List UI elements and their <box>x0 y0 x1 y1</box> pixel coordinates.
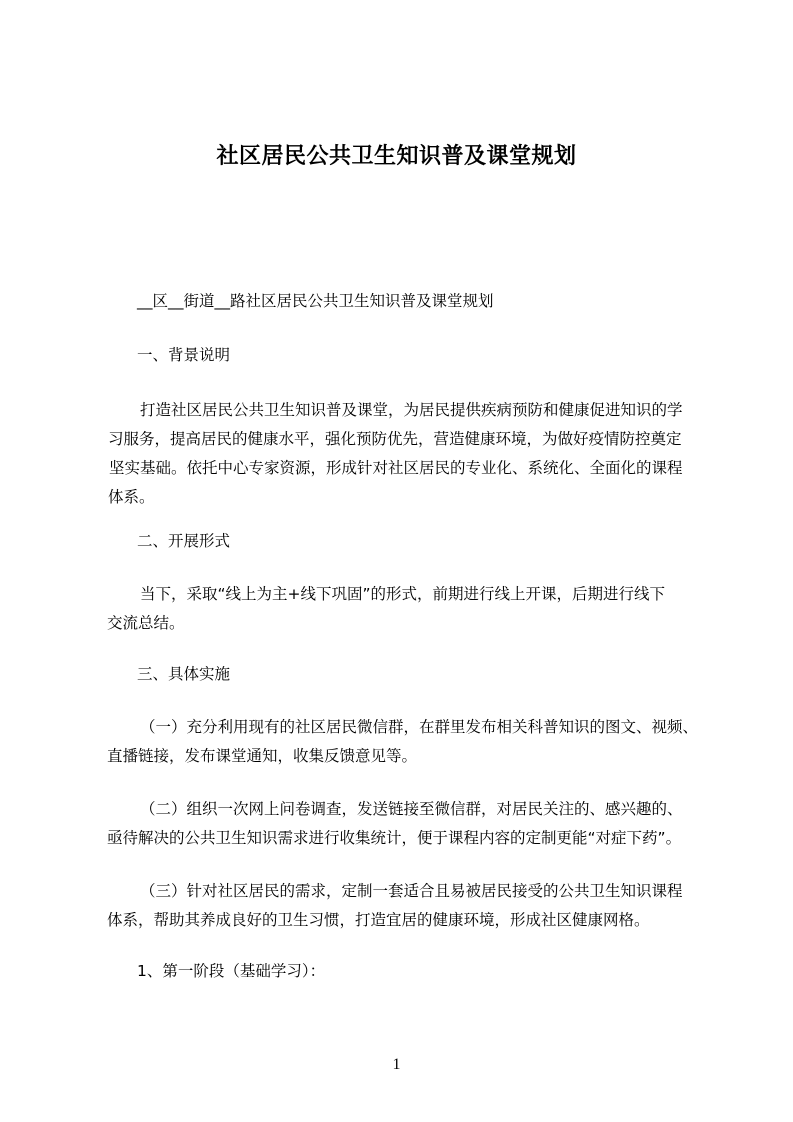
paragraph-item-1 <box>107 713 709 771</box>
paragraph-line: 亟待解决的公共卫生知识需求进行收集统计，便于课程内容的定制更能“对症下药”。 <box>107 829 682 847</box>
paragraph-line: 直播链接，发布课堂通知，收集反馈意见等。 <box>107 747 418 765</box>
paragraph-line: 当下，采取“线上为主+线下巩固”的形式，前期进行线上开课，后期进行线下 <box>140 585 666 603</box>
paragraph-item-2 <box>107 795 709 853</box>
page-number: 1 <box>392 1056 401 1073</box>
paragraph-format <box>107 580 709 638</box>
paragraph-item-3 <box>107 877 709 935</box>
stage-1-heading: 1、第一阶段（基础学习）： <box>137 962 326 980</box>
section-heading-format: 二、开展形式 <box>137 532 231 550</box>
paragraph-line: 交流总结。 <box>107 614 185 632</box>
paragraph-line: （二）组织一次网上问卷调查，发送链接至微信群，对居民关注的、感兴趣的、 <box>140 800 683 818</box>
paragraph-background <box>108 396 709 512</box>
paragraph-line: （三）针对社区居民的需求，定制一套适合且易被居民接受的公共卫生知识课程 <box>140 882 683 900</box>
paragraph-line: 坚实基础。依托中心专家资源，形成针对社区居民的专业化、系统化、全面化的课程 <box>109 459 683 477</box>
document-title: 社区居民公共卫生知识普及课堂规划 <box>216 144 577 169</box>
document-subtitle: __区__街道__路社区居民公共卫生知识普及课堂规划 <box>137 292 494 310</box>
section-heading-implementation: 三、具体实施 <box>137 665 231 683</box>
paragraph-line: 体系。 <box>108 488 155 506</box>
section-heading-background: 一、背景说明 <box>137 346 231 364</box>
paragraph-line: 体系，帮助其养成良好的卫生习惯，打造宜居的健康环境，形成社区健康网格。 <box>107 911 650 929</box>
paragraph-line: （一）充分利用现有的社区居民微信群，在群里发布相关科普知识的图文、视频、 <box>140 718 699 736</box>
paragraph-line: 打造社区居民公共卫生知识普及课堂，为居民提供疾病预防和健康促进知识的学 <box>140 401 683 419</box>
paragraph-line: 习服务，提高居民的健康水平，强化预防优先，营造健康环境，为做好疫情防控奠定 <box>108 430 682 448</box>
